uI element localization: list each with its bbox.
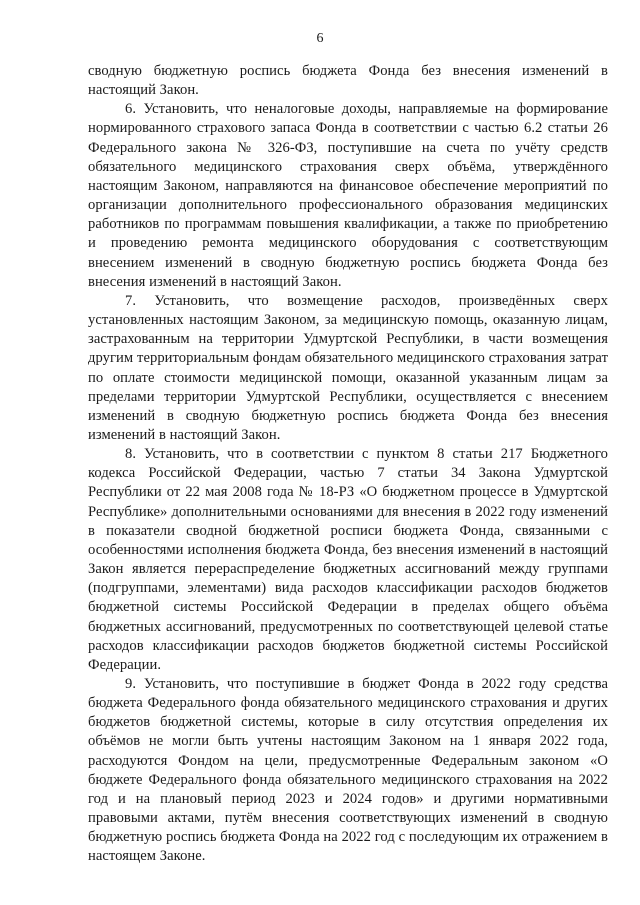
paragraph-clause-6: 6. Установить, что неналоговые доходы, направляемые на формирование нормированного страхового запаса Фонда в соответствии с частью 6.2 статьи 26 Федерального закона № 326-ФЗ, поступившие на счета по учёту средств обязательного медицинского страхования сверх объёма, утверждённого настоящим Законом, направляются на финансовое обеспечение мероприятий по организации дополнительного профессионального образования медицинских работников по программам повышения квалификации, а также по приобретению и проведению ремонта медицинского оборудования с соответствующим внесением изменений в сводную бюджетную роспись бюджета Фонда без внесения изменений в настоящий Закон. [88,101,608,290]
paragraph-continuation: сводную бюджетную роспись бюджета Фонда без внесения изменений в настоящий Закон. [88,63,608,99]
paragraph-clause-7: 7. Установить, что возмещение расходов, произведённых сверх установленных настоящим Законом, за медицинскую помощь, оказанную лицам, застрахованным на территории Удмуртской Республики, в части возмещения другим территориальным фондам обязательного медицинского страхования затрат по оплате стоимости медицинской помощи, оказанной указанным лицам за пределами территории Удмуртской Республики, осуществляется с внесением изменений в сводную бюджетную роспись бюджета Фонда без внесения изменений в настоящий Закон. [88,292,608,443]
paragraph-clause-9: 9. Установить, что поступившие в бюджет Фонда в 2022 году средства бюджета Федерального фонда обязательного медицинского страхования и других бюджетов бюджетной системы, которые в силу отсутствия определения их объёмов не могли быть учтены настоящим Законом на 1 января 2022 года, расходуются Фондом на цели, предусмотренные Федеральным законом «О бюджете Федерального фонда обязательного медицинского страхования на 2022 год и на плановый период 2023 и 2024 годов» и другими нормативными правовыми актами, путём внесения соответствующих изменений в сводную бюджетную роспись бюджета Фонда на 2022 год с последующим их отражением в настоящем Законе. [88,676,608,865]
document-body [88,62,608,867]
paragraph-clause-8: 8. Установить, что в соответствии с пунктом 8 статьи 217 Бюджетного кодекса Российской Федерации, частью 7 статьи 34 Закона Удмуртской Республики от 22 мая 2008 года № 18-РЗ «О бюджетном процессе в Удмуртской Республике» дополнительными основаниями для внесения в 2022 году изменений в показатели сводной бюджетной росписи бюджета Фонда, связанными с особенностями исполнения бюджета Фонда, без внесения изменений в настоящий Закон является перераспределение бюджетных ассигнований между группами (подгруппами, элементами) вида расходов классификации расходов бюджетов бюджетной системы Российской Федерации в пределах общего объёма бюджетных ассигнований, предусмотренных по соответствующей целевой статье расходов классификации расходов бюджетов бюджетной системы Российской Федерации. [88,446,608,673]
page-number: 6 [316,31,324,46]
